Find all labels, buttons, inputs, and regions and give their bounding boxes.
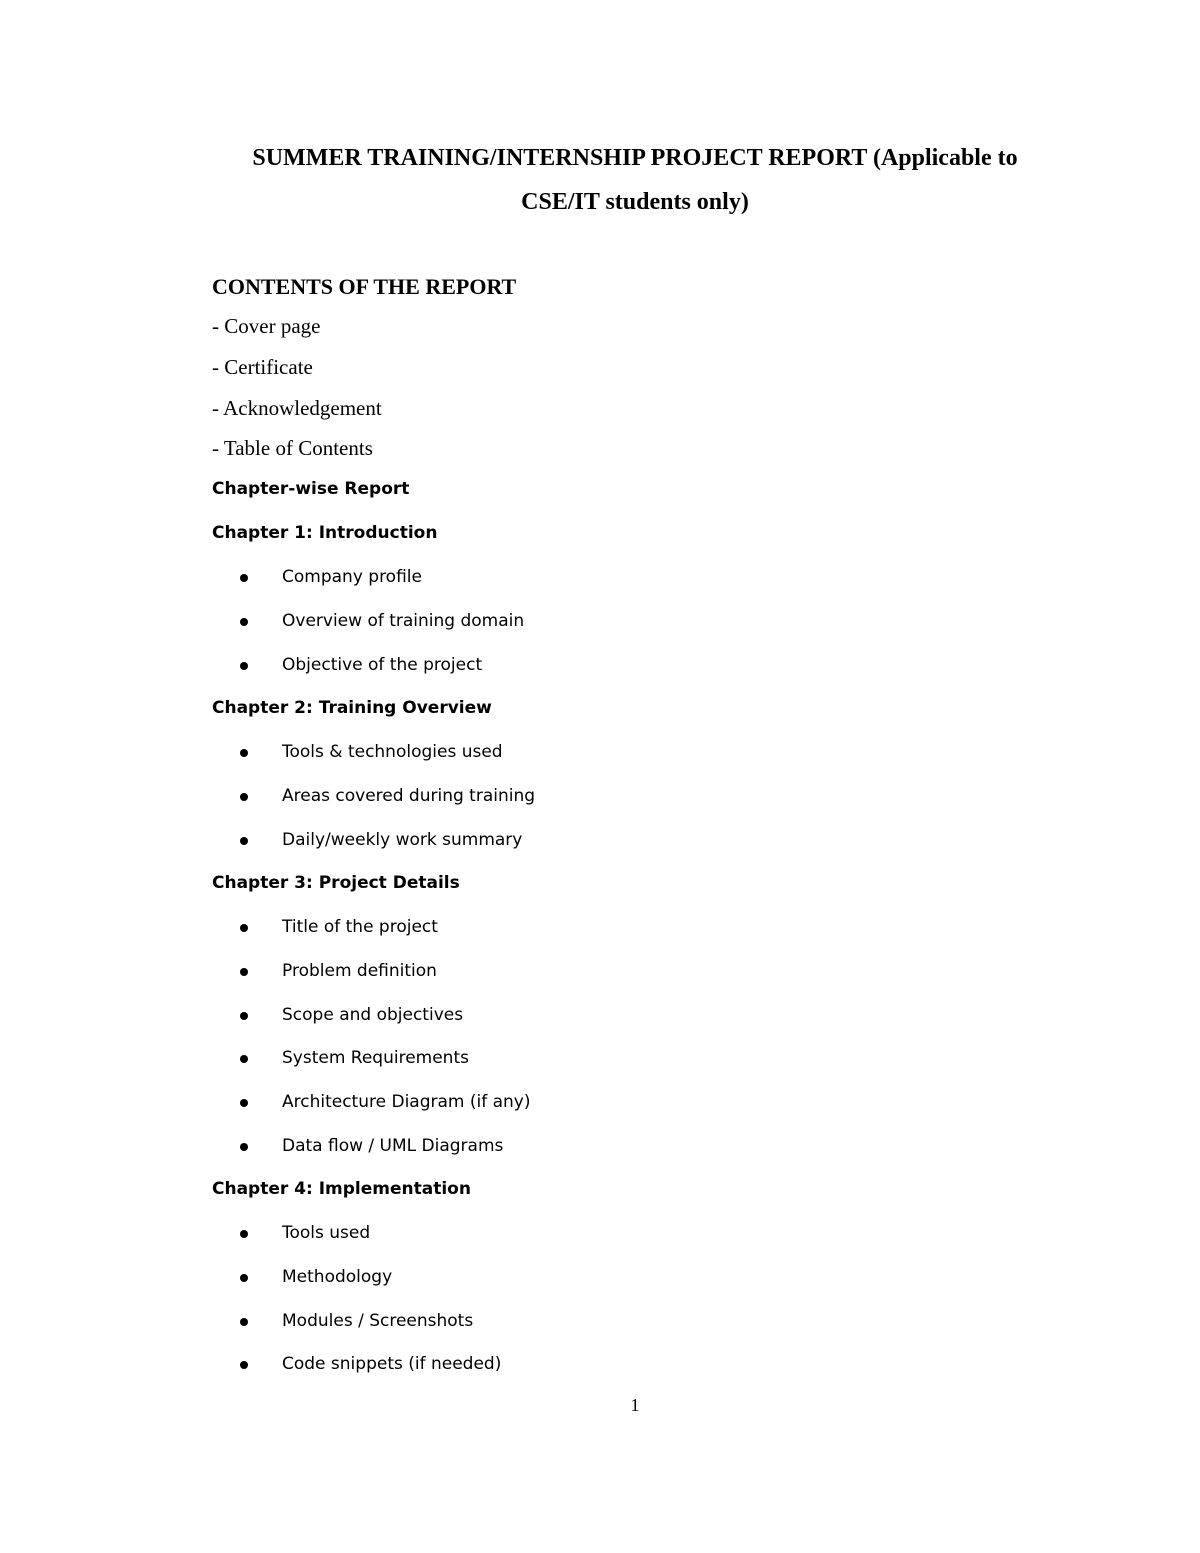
bullet-icon (240, 1055, 248, 1063)
chapter-heading: Chapter 2: Training Overview (212, 698, 492, 718)
list-item-text: Problem definition (282, 961, 437, 981)
list-item-text: Title of the project (282, 917, 438, 937)
list-item-text: Tools used (282, 1223, 371, 1243)
chapter-heading: Chapter 3: Project Details (212, 873, 460, 893)
bullet-icon (240, 1143, 248, 1151)
bullet-icon (240, 618, 248, 626)
list-item-text: Scope and objectives (282, 1005, 464, 1025)
report-title-line-1: SUMMER TRAINING/INTERNSHIP PROJECT REPORT (Applicable to (252, 145, 1018, 171)
list-item-text: Areas covered during training (282, 786, 536, 806)
bullet-icon (240, 924, 248, 932)
report-title (130, 136, 1140, 224)
list-item-text: Code snippets (if needed) (282, 1354, 502, 1374)
list-item-text: Objective of the project (282, 655, 483, 675)
bullet-icon (240, 1012, 248, 1020)
list-item-text: Company profile (282, 567, 422, 587)
front-matter-item: - Table of Contents (212, 436, 373, 460)
bullet-icon (240, 1318, 248, 1326)
list-item-text: Architecture Diagram (if any) (282, 1092, 531, 1112)
bullet-icon (240, 968, 248, 976)
chapter-heading: Chapter 1: Introduction (212, 523, 438, 543)
bullet-icon (240, 793, 248, 801)
bullet-icon (240, 662, 248, 670)
bullet-icon (240, 1230, 248, 1238)
list-item-text: Methodology (282, 1267, 393, 1287)
bullet-icon (240, 749, 248, 757)
list-item-text: Daily/weekly work summary (282, 830, 523, 850)
bullet-icon (240, 1361, 248, 1369)
list-item-text: Tools & technologies used (282, 742, 503, 762)
list-item-text: Modules / Screenshots (282, 1311, 474, 1331)
page-number: 1 (630, 1395, 640, 1415)
list-item-text: Data flow / UML Diagrams (282, 1136, 504, 1156)
front-matter-item: - Cover page (212, 314, 321, 338)
contents-heading: CONTENTS OF THE REPORT (212, 274, 517, 299)
list-item-text: Overview of training domain (282, 611, 525, 631)
chapter-wise-heading: Chapter-wise Report (212, 479, 410, 499)
report-title-line-2: CSE/IT students only) (521, 189, 749, 215)
bullet-icon (240, 574, 248, 582)
list-item-text: System Requirements (282, 1048, 469, 1068)
bullet-icon (240, 1274, 248, 1282)
bullet-icon (240, 1099, 248, 1107)
front-matter-item: - Acknowledgement (212, 396, 382, 420)
front-matter-item: - Certificate (212, 355, 313, 379)
bullet-icon (240, 837, 248, 845)
chapter-heading: Chapter 4: Implementation (212, 1179, 471, 1199)
